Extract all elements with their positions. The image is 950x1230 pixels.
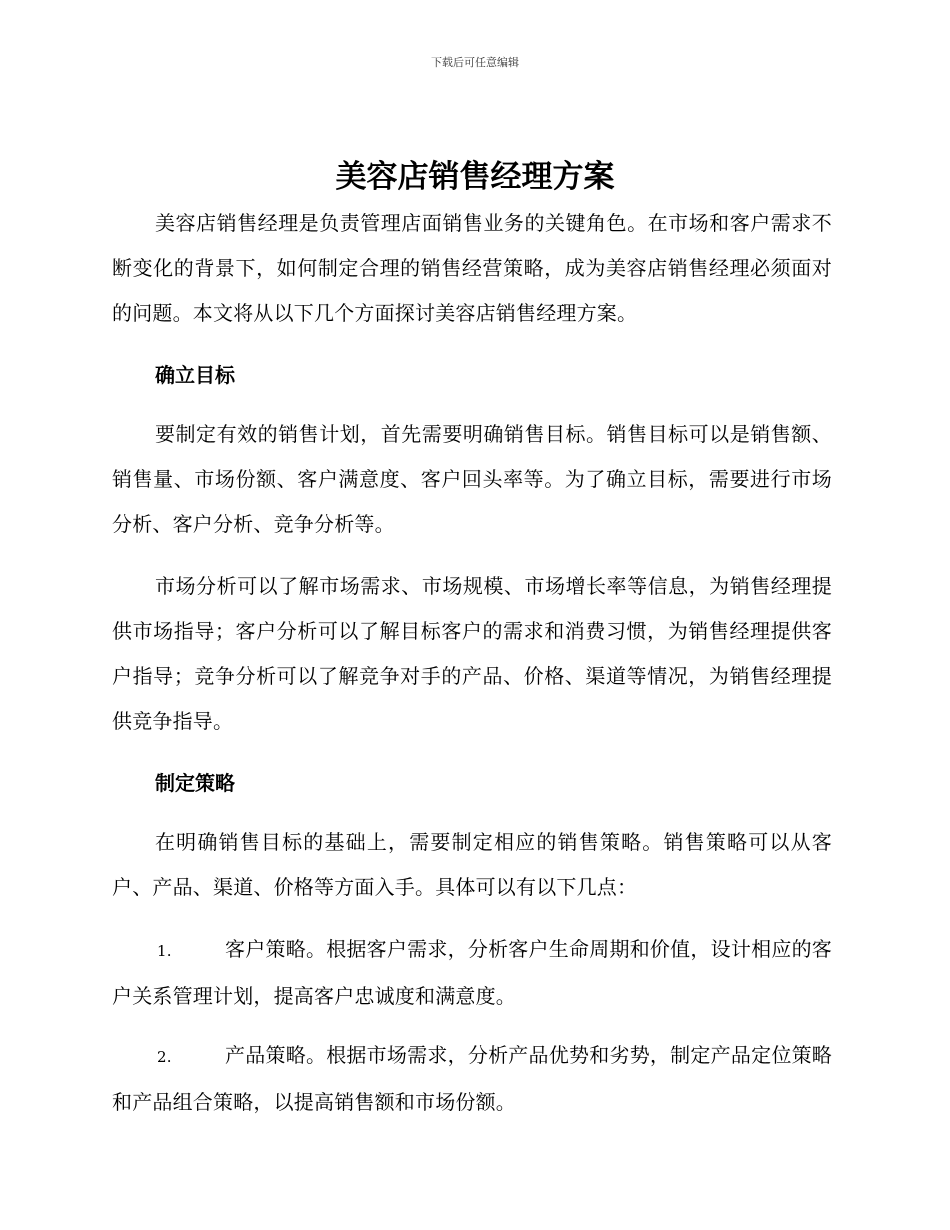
goals-paragraph-1: 要制定有效的销售计划，首先需要明确销售目标。销售目标可以是销售额、销售量、市场份额、客户满意度、客户回头率等。为了确立目标，需要进行市场分析、客户分析、竞争分析等。	[112, 422, 832, 536]
document-body	[112, 201, 832, 1139]
intro-paragraph: 美容店销售经理是负责管理店面销售业务的关键角色。在市场和客户需求不断变化的背景下，如何制定合理的销售经营策略，成为美容店销售经理必须面对的问题。本文将从以下几个方面探讨美容店销售经理方案。	[112, 211, 832, 325]
document-title: 美容店销售经理方案	[335, 159, 615, 195]
list-item	[112, 927, 832, 1019]
section-heading-strategy: 制定策略	[155, 771, 235, 795]
list-item-number: 1.	[157, 942, 172, 960]
list-item-text: 客户策略。根据客户需求，分析客户生命周期和价值，设计相应的客户关系管理计划，提高客户忠诚度和满意度。	[112, 937, 832, 1008]
page-header-note: 下载后可任意编辑	[431, 56, 519, 69]
goals-paragraph-2: 市场分析可以了解市场需求、市场规模、市场增长率等信息，为销售经理提供市场指导；客户分析可以了解目标客户的需求和消费习惯，为销售经理提供客户指导；竞争分析可以了解竞争对手的产品、价格、渠道等情况，为销售经理提供竞争指导。	[112, 574, 832, 733]
list-item	[112, 1033, 832, 1125]
strategy-paragraph-1: 在明确销售目标的基础上，需要制定相应的销售策略。销售策略可以从客户、产品、渠道、价格等方面入手。具体可以有以下几点：	[112, 830, 832, 899]
list-item-text: 产品策略。根据市场需求，分析产品优势和劣势，制定产品定位策略和产品组合策略，以提高销售额和市场份额。	[112, 1043, 832, 1114]
section-heading-goals: 确立目标	[155, 363, 235, 387]
list-item-number: 2.	[157, 1048, 172, 1066]
